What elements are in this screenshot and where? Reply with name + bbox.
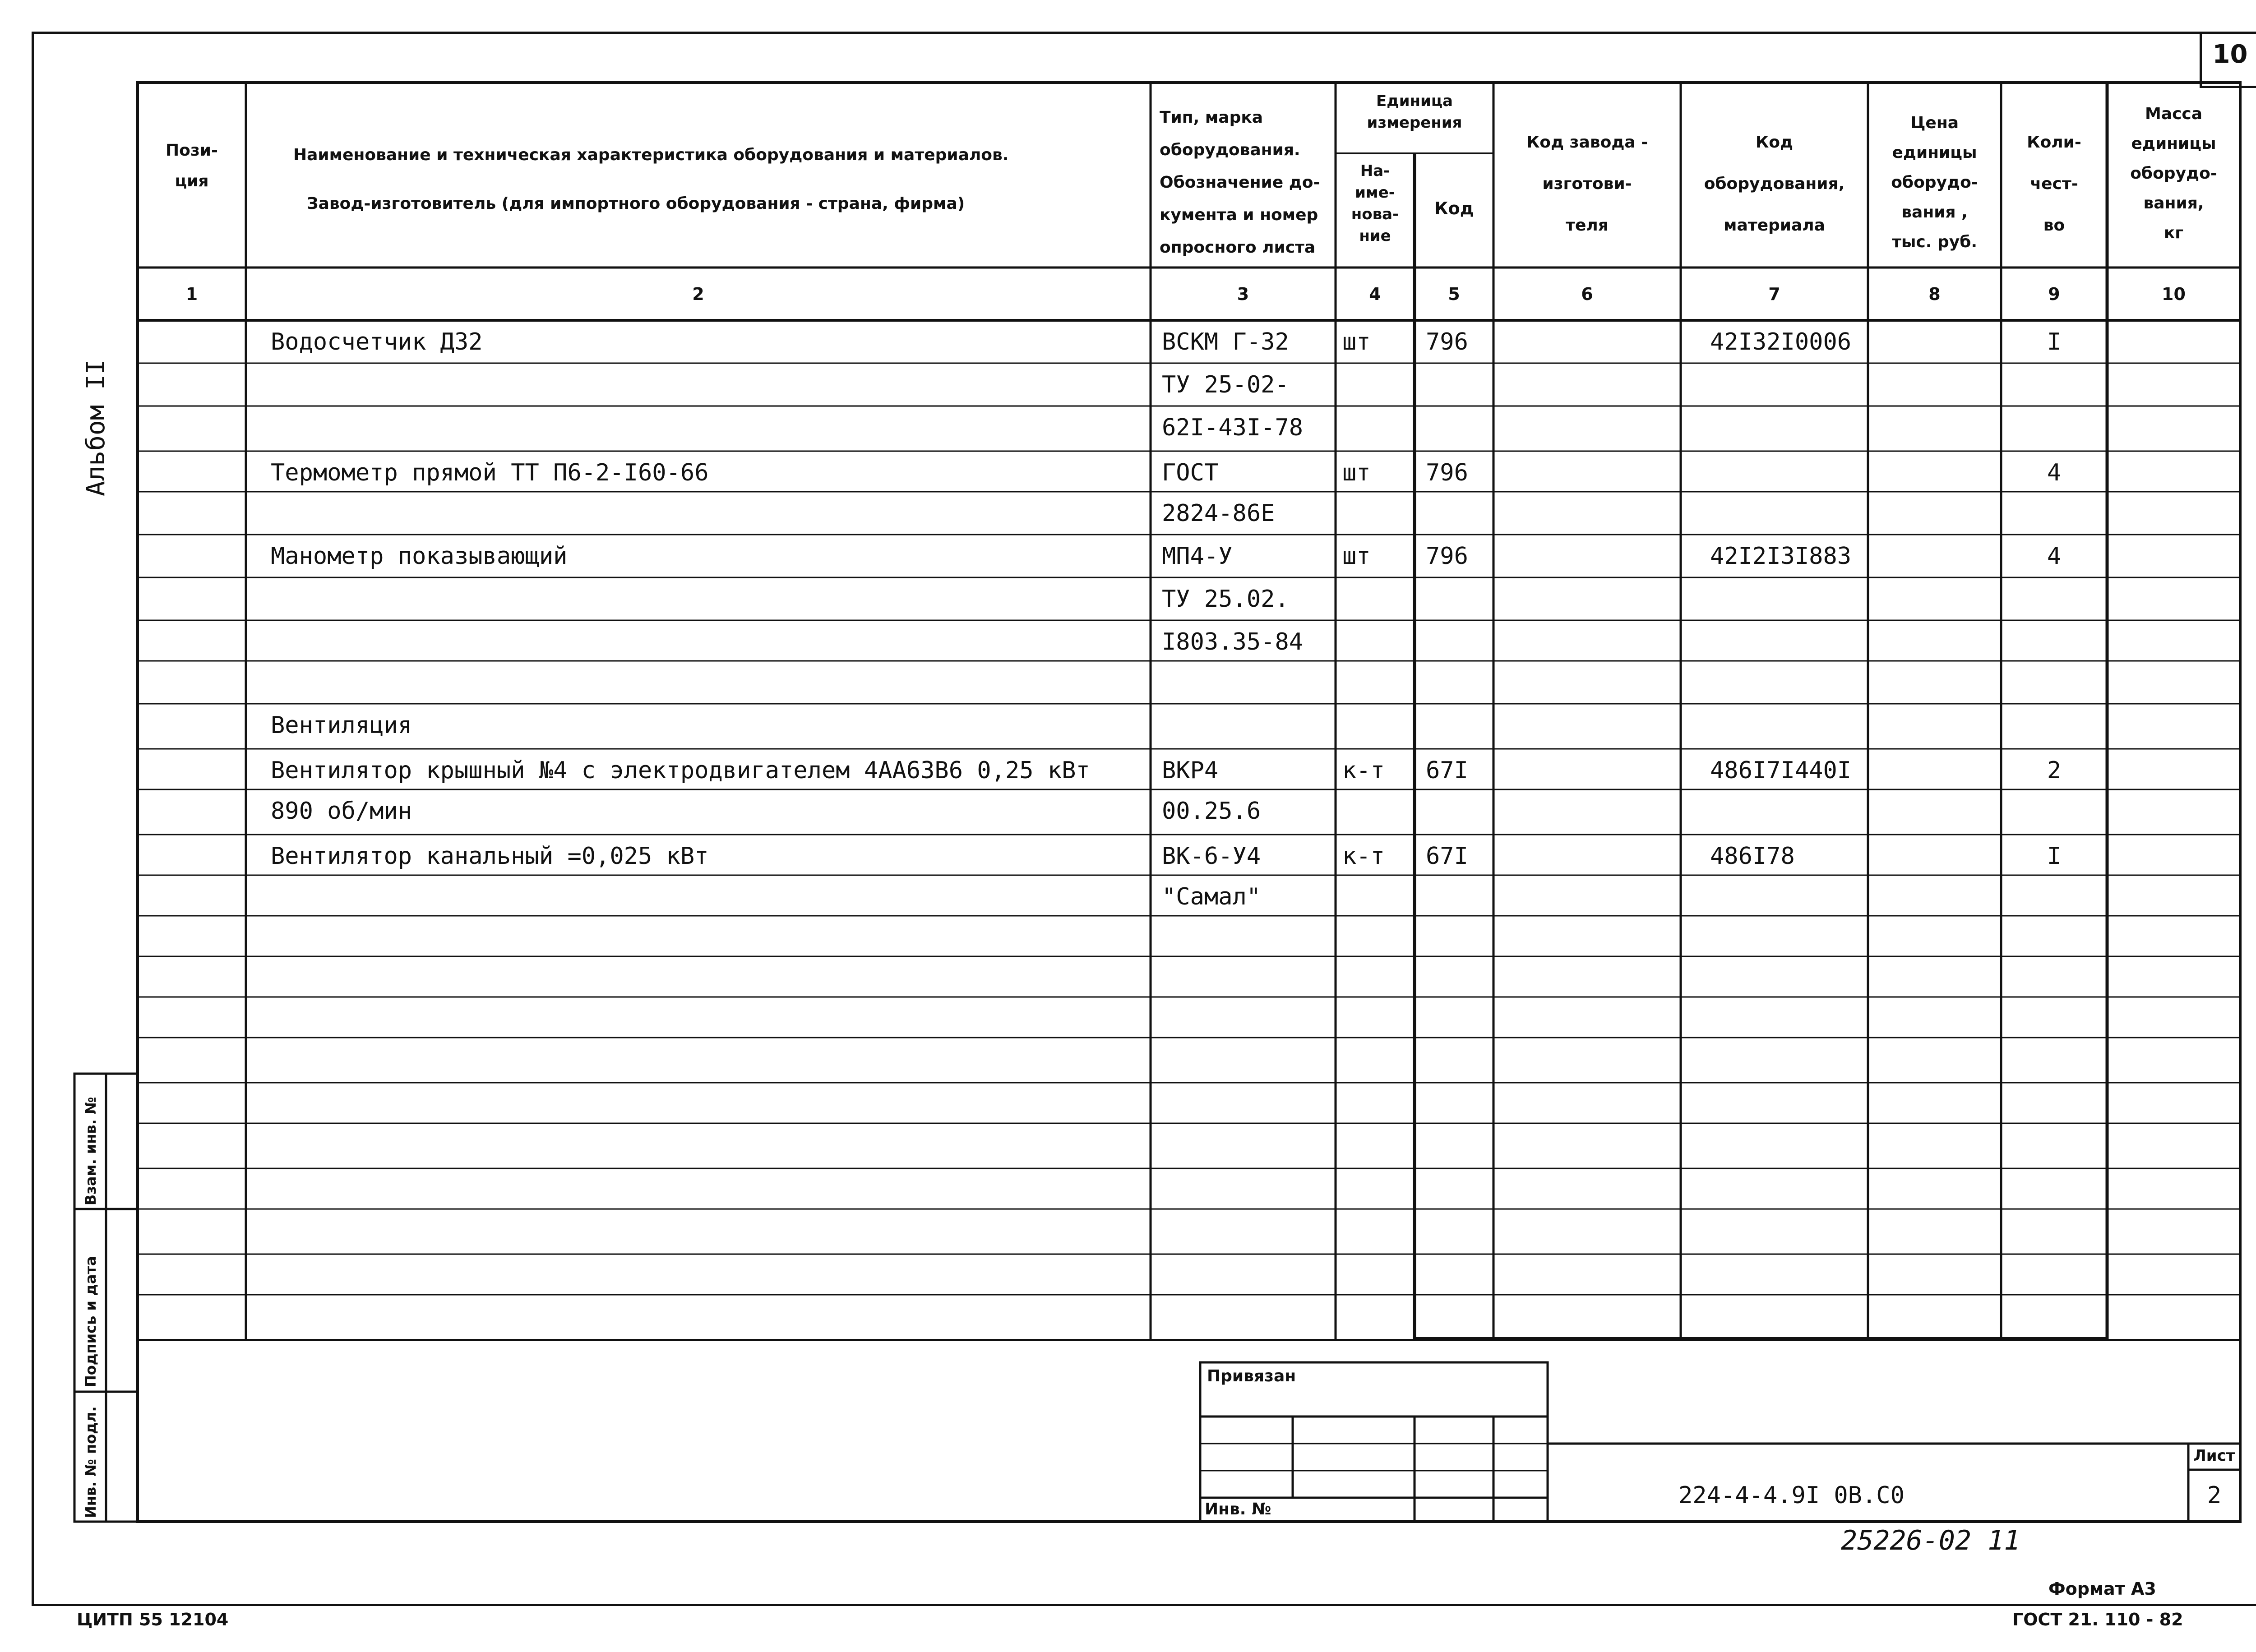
header-col3-line: кумента и номер bbox=[1160, 206, 1318, 224]
col-number: 7 bbox=[1768, 284, 1780, 304]
col-number: 6 bbox=[1581, 284, 1593, 304]
col-number: 1 bbox=[185, 284, 198, 304]
cell-type: ВКР4 bbox=[1162, 757, 1219, 784]
stamp-podpis: Подпись и дата bbox=[82, 1256, 99, 1387]
cell-equip: 486I7I440I bbox=[1710, 757, 1852, 784]
sheet-label: Лист bbox=[2193, 1447, 2235, 1465]
header-col8 bbox=[1868, 108, 2001, 257]
header-col8-line: оборудо- bbox=[1891, 173, 1978, 192]
header-col45-line: измерения bbox=[1367, 114, 1462, 132]
header-col4 bbox=[1336, 160, 1415, 247]
stamp-vzam: Взам. инв. № bbox=[82, 1097, 99, 1205]
header-col9 bbox=[2001, 122, 2107, 246]
cell-equip: 486I78 bbox=[1710, 843, 1795, 870]
cell-name: Вентилятор крышный №4 с электродвигателем 4АА63В6 0,25 кВт bbox=[271, 757, 1090, 784]
header-col8-line: тыс. руб. bbox=[1891, 233, 1978, 251]
cell-equip: 42I32I0006 bbox=[1710, 328, 1852, 355]
header-col7-line: материала bbox=[1724, 216, 1825, 235]
cell-unit: шт bbox=[1342, 543, 1371, 570]
cell-type: 00.25.6 bbox=[1162, 798, 1261, 825]
cell-type: ГОСТ bbox=[1162, 459, 1219, 486]
cell-type: ТУ 25.02. bbox=[1162, 586, 1289, 613]
header-col7-line: Код bbox=[1755, 133, 1794, 152]
header-col6-line: Код завода - bbox=[1526, 133, 1648, 152]
cell-code: 67I bbox=[1426, 843, 1468, 870]
header-col1-line: Пози- bbox=[166, 141, 218, 160]
header-col10-line: вания, bbox=[2143, 194, 2204, 212]
header-col8-line: вания , bbox=[1901, 203, 1968, 221]
document-code: 224-4-4.9I 0В.С0 bbox=[1678, 1482, 1905, 1509]
cell-code: 796 bbox=[1426, 543, 1468, 570]
header-col7-line: оборудования, bbox=[1704, 175, 1845, 193]
header-col1-line: ция bbox=[175, 172, 209, 190]
col-number: 2 bbox=[692, 284, 704, 304]
cell-type: МП4-У bbox=[1162, 543, 1233, 570]
header-col8-line: единицы bbox=[1892, 143, 1977, 162]
header-col1 bbox=[138, 135, 246, 197]
page-number: 10 bbox=[2212, 40, 2248, 69]
header-col45-line: Единица bbox=[1376, 92, 1453, 110]
header-col2 bbox=[293, 131, 1142, 228]
header-col5: Код bbox=[1434, 198, 1474, 218]
handwritten-code: 25226-02 11 bbox=[1841, 1525, 2020, 1556]
cell-unit: к-т bbox=[1342, 843, 1385, 870]
cell-qty: 4 bbox=[2047, 543, 2062, 570]
inv-no-label: Инв. № bbox=[1205, 1500, 1271, 1518]
header-col3-line: Тип, марка bbox=[1160, 108, 1263, 127]
header-col9-line: Коли- bbox=[2027, 133, 2081, 152]
header-col3-line: Обозначение до- bbox=[1160, 173, 1320, 192]
cell-unit: шт bbox=[1342, 328, 1371, 355]
header-col6-line: изготови- bbox=[1542, 175, 1632, 193]
header-col4-line: име- bbox=[1355, 184, 1395, 202]
stamp-inv: Инв. № подл. bbox=[82, 1406, 99, 1518]
header-col4-line: нова- bbox=[1351, 205, 1399, 223]
header-col2-line: Наименование и техническая характеристика оборудования и материалов. bbox=[293, 146, 1009, 164]
cell-type: "Самал" bbox=[1162, 883, 1261, 910]
cell-name: Водосчетчик Д32 bbox=[271, 328, 483, 355]
cell-unit: к-т bbox=[1342, 757, 1385, 784]
header-col3-line: оборудования. bbox=[1160, 141, 1300, 159]
cell-name: Вентилятор канальный =0,025 кВт bbox=[271, 843, 709, 870]
cell-name: Термометр прямой ТТ П6-2-I60-66 bbox=[271, 459, 709, 486]
header-col10-line: кг bbox=[2164, 224, 2184, 242]
header-col6-line: теля bbox=[1566, 216, 1609, 235]
cell-type: 62I-43I-78 bbox=[1162, 414, 1304, 441]
cell-type: I803.35-84 bbox=[1162, 628, 1304, 655]
cell-qty: 4 bbox=[2047, 459, 2062, 486]
ctip-label: ЦИТП 55 12104 bbox=[77, 1610, 229, 1629]
header-col4-line: ние bbox=[1359, 227, 1391, 245]
col-number: 3 bbox=[1237, 284, 1249, 304]
cell-code: 796 bbox=[1426, 459, 1468, 486]
col-number: 8 bbox=[1928, 284, 1941, 304]
col-number: 4 bbox=[1369, 284, 1381, 304]
header-col6 bbox=[1493, 122, 1681, 246]
header-col3 bbox=[1160, 102, 1336, 264]
header-col10 bbox=[2107, 99, 2240, 248]
sheet-number: 2 bbox=[2207, 1482, 2222, 1509]
header-col4-line: На- bbox=[1360, 162, 1390, 180]
header-col8-line: Цена bbox=[1910, 114, 1959, 132]
cell-name: Вентиляция bbox=[271, 712, 412, 739]
cell-code: 796 bbox=[1426, 328, 1468, 355]
cell-code: 67I bbox=[1426, 757, 1468, 784]
header-col10-line: единицы bbox=[2131, 134, 2216, 153]
album-label: Альбом II bbox=[81, 359, 111, 496]
gost-label: ГОСТ 21. 110 - 82 bbox=[2012, 1610, 2183, 1629]
cell-equip: 42I2I3I883 bbox=[1710, 543, 1852, 570]
header-col9-line: во bbox=[2043, 216, 2065, 235]
header-col2-line: Завод-изготовитель (для импортного оборудования - страна, фирма) bbox=[307, 194, 965, 213]
cell-type: ВСКМ Г-32 bbox=[1162, 328, 1289, 355]
cell-qty: I bbox=[2047, 843, 2062, 870]
header-col7 bbox=[1681, 122, 1868, 246]
cell-qty: 2 bbox=[2047, 757, 2062, 784]
header-col10-line: оборудо- bbox=[2130, 164, 2217, 183]
cell-qty: I bbox=[2047, 328, 2062, 355]
cell-type: 2824-86Е bbox=[1162, 500, 1275, 527]
header-col9-line: чест- bbox=[2030, 175, 2078, 193]
cell-type: ТУ 25-02- bbox=[1162, 371, 1289, 398]
col-number: 10 bbox=[2162, 284, 2186, 304]
cell-unit: шт bbox=[1342, 459, 1371, 486]
cell-name: 890 об/мин bbox=[271, 798, 412, 825]
cell-name: Манометр показывающий bbox=[271, 543, 568, 570]
cell-type: ВК-6-У4 bbox=[1162, 843, 1261, 870]
col-number: 9 bbox=[2048, 284, 2060, 304]
format-label: Формат А3 bbox=[2048, 1579, 2156, 1599]
privyazan-label: Привязан bbox=[1207, 1367, 1296, 1385]
header-col3-line: опросного листа bbox=[1160, 238, 1316, 257]
header-col10-line: Масса bbox=[2145, 105, 2203, 123]
header-col45 bbox=[1336, 90, 1493, 134]
col-number: 5 bbox=[1448, 284, 1460, 304]
